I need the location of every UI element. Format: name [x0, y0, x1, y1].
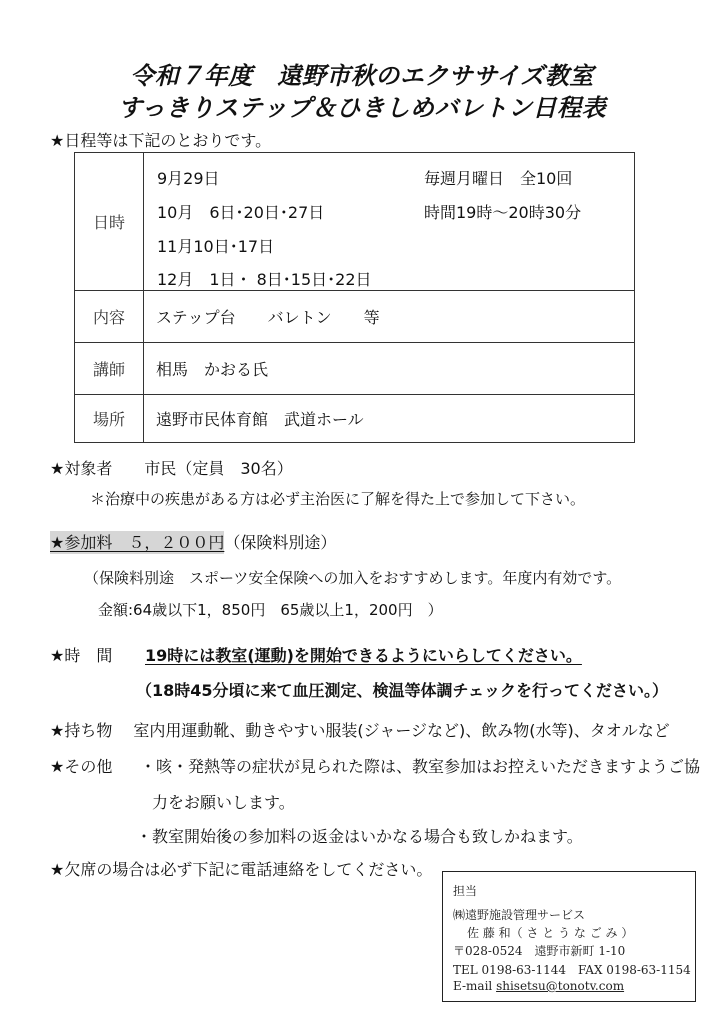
contact-heading: 担当 — [453, 884, 478, 898]
date-line-1: 9月29日 — [157, 169, 220, 188]
contact-phone: TEL 0198-63-1144 FAX 0198-63-1154 — [453, 963, 691, 977]
content-row — [75, 291, 635, 343]
other-line-3: ・教室開始後の参加料の返金はいかなる場合も致しかねます。 — [136, 827, 583, 846]
other-label: ★その他 — [50, 757, 113, 776]
content-label: 内容 — [75, 291, 144, 343]
datetime-label: 日時 — [75, 153, 144, 291]
time-label: ★時 間 — [50, 646, 113, 665]
content-value: ステップ台 バレトン 等 — [144, 291, 635, 343]
contact-email-line — [453, 979, 624, 993]
contact-email-prefix: E-mail — [453, 979, 497, 993]
time-info: 時間19時～20時30分 — [424, 203, 582, 222]
other-line-2: 力をお願いします。 — [152, 793, 295, 812]
fee-insurance-note: （保険料別途 スポーツ安全保険への加入をおすすめします。年度内有効です。 — [84, 569, 622, 587]
contact-email-link[interactable]: shisetsu@tonotv.com — [496, 979, 625, 993]
fee-amount-note: 金額:64歳以下1，850円 65歳以上1，200円 ） — [98, 601, 443, 619]
fee-label: ★参加料 ５，２００円 — [50, 533, 225, 552]
instructor-value: 相馬 かおる氏 — [144, 343, 635, 395]
schedule-table — [74, 152, 635, 443]
datetime-row — [75, 153, 635, 291]
title-line-1: 令和７年度 遠野市秋のエクササイズ教室 — [130, 62, 594, 90]
contact-box — [442, 871, 696, 1002]
weekly-info: 毎週月曜日 全10回 — [424, 169, 573, 188]
contact-address: 〒028-0524 遠野市新町 1-10 — [453, 944, 626, 958]
target-note: ＊治療中の疾患がある方は必ず主治医に了解を得た上で参加して下さい。 — [90, 490, 586, 508]
date-line-2: 10月 6日･20日･27日 — [157, 203, 325, 222]
target-label: ★対象者 市民（定員 30名） — [50, 459, 293, 478]
place-row — [75, 395, 635, 443]
date-line-3: 11月10日･17日 — [157, 237, 275, 256]
contact-person: 佐 藤 和（ さ と う な ご み ） — [467, 926, 634, 940]
time-sub: （18時45分頃に来て血圧測定、検温等体調チェックを行ってください。） — [136, 681, 669, 700]
other-line-1: ・咳・発熱等の症状が見られた際は、教室参加はお控えいただきますようご協 — [140, 757, 701, 776]
instructor-row — [75, 343, 635, 395]
absence-text: ★欠席の場合は必ず下記に電話連絡をしてください。 — [50, 860, 433, 879]
fee-suffix: （保険料別途） — [224, 533, 337, 552]
fee-line — [50, 530, 336, 553]
contact-company: ㈱遠野施設管理サービス — [453, 908, 586, 922]
place-value: 遠野市民体育館 武道ホール — [144, 395, 635, 443]
title-line-2: すっきりステップ＆ひきしめバレトン日程表 — [117, 94, 607, 122]
time-main: 19時には教室(運動)を開始できるようにいらしてください。 — [145, 646, 582, 665]
intro-text: ★日程等は下記のとおりです。 — [50, 131, 272, 150]
place-label: 場所 — [75, 395, 144, 443]
belongings-text: ★持ち物 室内用運動靴、動きやすい服装(ジャージなど)、飲み物(水等)、タオルなど — [50, 721, 670, 740]
date-line-4: 12月 1日・ 8日･15日･22日 — [157, 270, 372, 289]
datetime-cell — [144, 153, 635, 291]
instructor-label: 講師 — [75, 343, 144, 395]
